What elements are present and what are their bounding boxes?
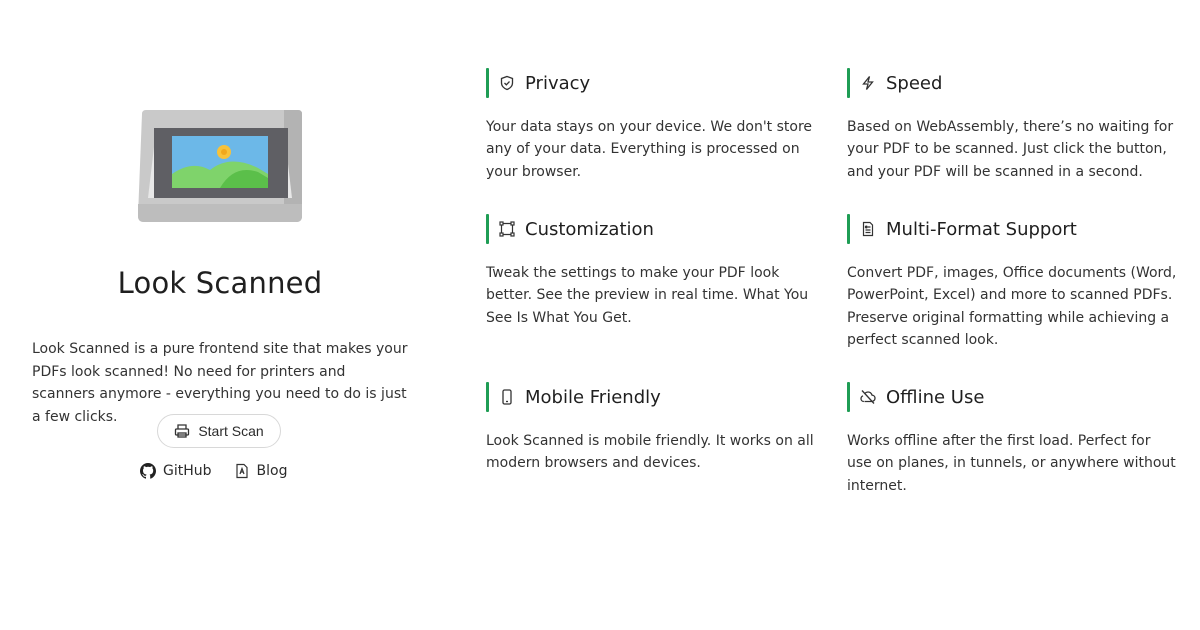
github-link[interactable] [140, 463, 212, 479]
blog-label: Blog [256, 463, 288, 479]
feature-description: Your data stays on your device. We don't store any of your data. Everything is processed on your browser. [486, 119, 813, 180]
feature-title: Mobile Friendly [525, 386, 661, 408]
feature-privacy [486, 68, 816, 183]
feature-mobile-friendly [486, 382, 816, 475]
vector-shape-icon [499, 221, 515, 237]
feature-description: Convert PDF, images, Office documents (Word, PowerPoint, Excel) and more to scanned PDFs. Preserve original formatting while achieving a perfect scanned look. [847, 265, 1177, 348]
feature-header [847, 382, 1177, 412]
feature-title: Offline Use [886, 386, 985, 408]
feature-speed [847, 68, 1177, 183]
blog-link[interactable] [234, 463, 288, 479]
start-scan-label: Start Scan [198, 423, 264, 439]
mobile-icon [499, 389, 515, 405]
hero-description: Look Scanned is a pure frontend site that makes your PDFs look scanned! No need for printers and scanners anymore - everything you need to do is just a few clicks. [32, 341, 408, 425]
scanner-logo-icon [134, 104, 306, 224]
feature-description: Look Scanned is mobile friendly. It works on all modern browsers and devices. [486, 433, 814, 472]
bolt-icon [860, 75, 876, 91]
feature-description: Based on WebAssembly, there’s no waiting for your PDF to be scanned. Just click the button, and your PDF will be scanned in a second. [847, 119, 1174, 180]
github-label: GitHub [163, 463, 212, 479]
feature-header [486, 214, 816, 244]
feature-customization [486, 214, 816, 329]
github-icon [140, 463, 156, 479]
feature-multi-format [847, 214, 1177, 351]
feature-title: Speed [886, 72, 943, 94]
feature-header [847, 68, 1177, 98]
feature-offline-use [847, 382, 1177, 497]
feature-header [847, 214, 1177, 244]
blog-icon [234, 463, 250, 479]
feature-header [486, 382, 816, 412]
feature-description: Tweak the settings to make your PDF look better. See the preview in real time. What You See Is What You Get. [486, 265, 809, 326]
cloud-off-icon [860, 389, 876, 405]
page-title: Look Scanned [117, 266, 323, 300]
feature-title: Multi-Format Support [886, 218, 1077, 240]
shield-check-icon [499, 75, 515, 91]
feature-title: Customization [525, 218, 654, 240]
printer-icon [174, 423, 190, 439]
start-scan-button[interactable] [157, 414, 281, 448]
feature-title: Privacy [525, 72, 591, 94]
feature-header [486, 68, 816, 98]
feature-description: Works offline after the first load. Perfect for use on planes, in tunnels, or anywhere without internet. [847, 433, 1176, 494]
file-format-icon [860, 221, 876, 237]
hero-links [140, 460, 287, 482]
